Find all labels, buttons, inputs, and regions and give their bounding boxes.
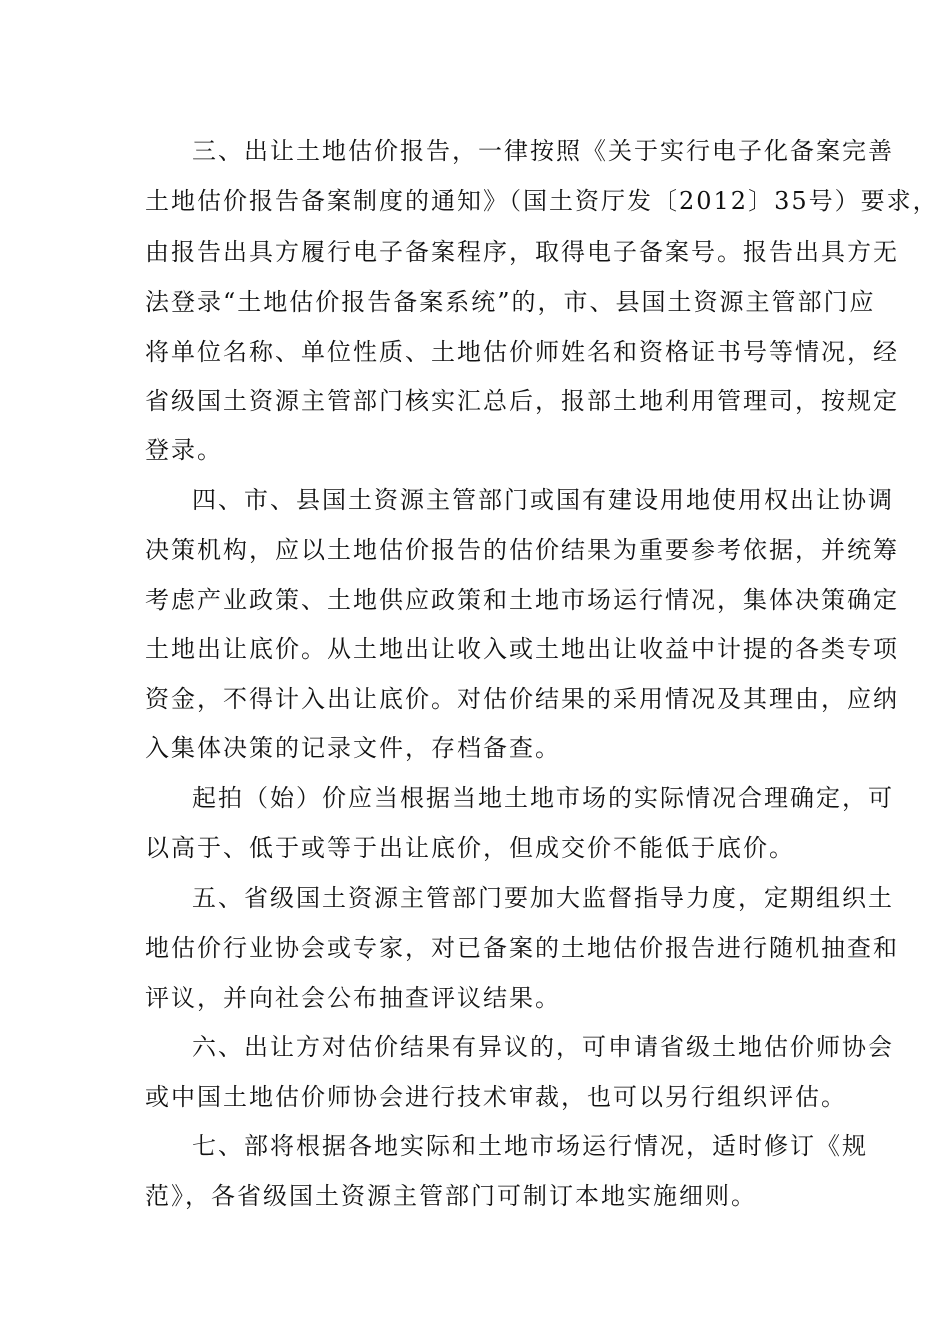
text-line: 六、出让方对估价结果有异议的，可申请省级土地估价师协会 <box>192 1033 894 1061</box>
text-line: 起拍（始）价应当根据当地土地市场的实际情况合理确定，可 <box>192 784 894 812</box>
text-line: 评议，并向社会公布抽查评议结果。 <box>145 984 561 1012</box>
text-line: 省级国土资源主管部门核实汇总后，报部土地利用管理司，按规定 <box>145 387 899 415</box>
text-line: 由报告出具方履行电子备案程序，取得电子备案号。报告出具方无 <box>145 238 899 266</box>
text-line: 四、市、县国土资源主管部门或国有建设用地使用权出让协调 <box>192 486 894 514</box>
text-line: 三、出让土地估价报告，一律按照《关于实行电子化备案完善 <box>192 137 894 165</box>
text-line: 土地估价报告备案制度的通知》（国土资厅发〔2012〕35号）要求， <box>145 187 939 215</box>
text-line: 以高于、低于或等于出让底价，但成交价不能低于底价。 <box>145 834 795 862</box>
text-line: 法登录“土地估价报告备案系统”的，市、县国土资源主管部门应 <box>145 288 876 316</box>
text-line: 范》，各省级国土资源主管部门可制订本地实施细则。 <box>145 1182 757 1210</box>
text-line: 考虑产业政策、土地供应政策和土地市场运行情况，集体决策确定 <box>145 586 899 614</box>
text-line: 登录。 <box>145 436 223 464</box>
text-line: 入集体决策的记录文件，存档备查。 <box>145 734 561 762</box>
text-line: 土地出让底价。从土地出让收入或土地出让收益中计提的各类专项 <box>145 635 899 663</box>
text-line: 资金，不得计入出让底价。对估价结果的采用情况及其理由，应纳 <box>145 685 899 713</box>
text-line: 或中国土地估价师协会进行技术审裁，也可以另行组织评估。 <box>145 1083 847 1111</box>
text-line: 决策机构，应以土地估价报告的估价结果为重要参考依据，并统筹 <box>145 536 899 564</box>
text-line: 将单位名称、单位性质、土地估价师姓名和资格证书号等情况，经 <box>145 338 899 366</box>
text-line: 地估价行业协会或专家，对已备案的土地估价报告进行随机抽查和 <box>145 934 899 962</box>
text-line: 五、省级国土资源主管部门要加大监督指导力度，定期组织土 <box>192 884 894 912</box>
text-line: 七、部将根据各地实际和土地市场运行情况，适时修订《规 <box>192 1132 868 1160</box>
